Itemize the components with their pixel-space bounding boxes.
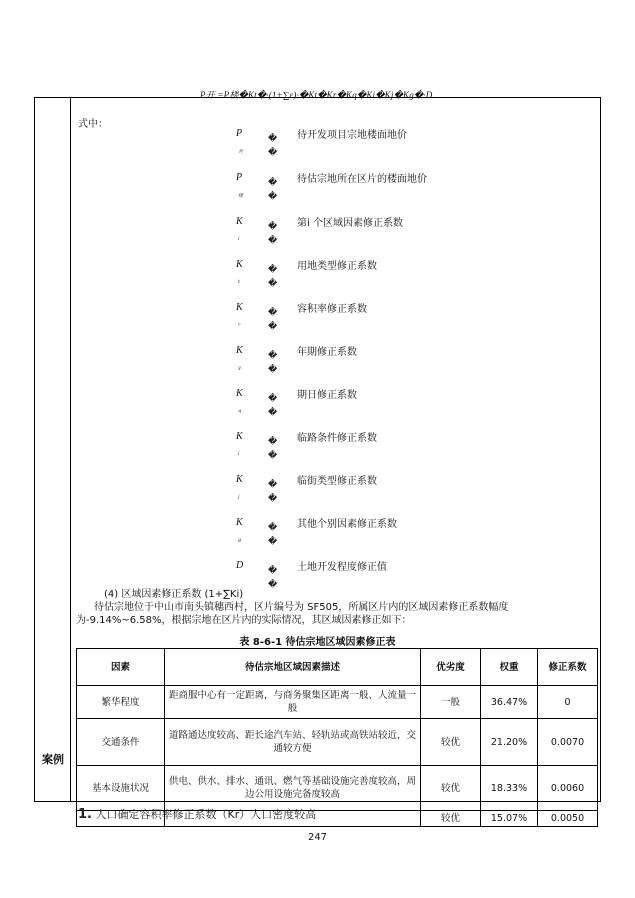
table-header-row — [77, 649, 598, 686]
coefficient-cell: 0.0070 — [538, 719, 598, 766]
glyph-mark: � — [268, 178, 278, 188]
variable-row — [0, 474, 635, 514]
variable-symbol: K — [236, 474, 243, 485]
coefficient-cell: 0 — [538, 686, 598, 719]
grade-cell: 较优 — [421, 766, 481, 811]
variable-symbol: K — [236, 431, 243, 442]
case-side-label: 案例 — [42, 753, 64, 766]
header-cell: 待估宗地区域因素描述 — [165, 649, 421, 686]
glyph-mark: � — [268, 308, 278, 318]
variable-row — [0, 345, 635, 385]
variable-description: 用地类型修正系数 — [297, 261, 377, 272]
replacement-glyph — [268, 478, 277, 506]
variable-row — [0, 259, 635, 299]
replacement-glyph — [268, 564, 277, 592]
glyph-mark: � — [268, 580, 278, 590]
glyph-mark: � — [268, 351, 278, 361]
page-number: 247 — [307, 832, 328, 843]
variable-symbol: K — [236, 302, 243, 313]
variable-subscript: q — [238, 408, 242, 414]
variable-subscript: 楼 — [238, 193, 244, 199]
glyph-mark: � — [268, 566, 278, 576]
replacement-glyph — [268, 521, 277, 549]
variable-subscript: j — [238, 494, 240, 500]
variable-subscript: t — [238, 279, 241, 285]
weight-cell: 18.33% — [481, 766, 538, 811]
weight-cell: 36.47% — [481, 686, 538, 719]
glyph-mark: � — [268, 279, 278, 289]
glyph-mark: � — [268, 365, 278, 375]
glyph-mark: � — [268, 394, 278, 404]
variable-subscript: i — [238, 236, 240, 242]
variable-symbol: K — [236, 517, 243, 528]
glyph-mark: � — [268, 134, 278, 144]
variable-row — [0, 388, 635, 428]
variable-row — [0, 128, 635, 168]
variable-row — [0, 216, 635, 256]
glyph-mark: � — [268, 494, 278, 504]
table-title: 表 8-6-1 待估宗地区域因素修正表 — [239, 637, 396, 648]
variable-description: 第i 个区域因素修正系数 — [297, 218, 403, 229]
glyph-mark: � — [268, 222, 278, 232]
weight-cell: 15.07% — [481, 811, 538, 827]
variable-subscript: g — [238, 537, 242, 543]
variable-description: 待估宗地所在区片的楼面地价 — [297, 174, 427, 185]
variable-symbol: K — [236, 345, 243, 356]
table-row — [77, 766, 598, 811]
variable-description: 期日修正系数 — [297, 390, 357, 401]
glyph-mark: � — [268, 322, 278, 332]
variable-subscript: 开 — [238, 149, 244, 155]
glyph-mark: � — [268, 437, 278, 447]
replacement-glyph — [268, 435, 277, 463]
variable-subscript: y — [238, 365, 241, 371]
variable-symbol: P — [236, 172, 243, 183]
glyph-mark: � — [268, 537, 278, 547]
coefficient-cell: 0.0050 — [538, 811, 598, 827]
variable-row — [0, 560, 635, 600]
replacement-glyph — [268, 349, 277, 377]
variable-description: 待开发项目宗地楼面地价 — [297, 130, 407, 141]
header-cell: 权重 — [481, 649, 538, 686]
variable-row — [0, 431, 635, 471]
grade-cell: 一般 — [421, 686, 481, 719]
overlapping-text-line — [78, 806, 316, 822]
description-cell: 供电、供水、排水、通讯、燃气等基础设施完善度较高，周边公用设施完备度较高 — [165, 766, 421, 811]
variable-description: 其他个别因素修正系数 — [297, 519, 397, 530]
weight-cell: 21.20% — [481, 719, 538, 766]
variable-description: 临街类型修正系数 — [297, 476, 377, 487]
header-cell: 优劣度 — [421, 649, 481, 686]
replacement-glyph — [268, 263, 277, 291]
replacement-glyph — [268, 132, 277, 160]
variable-symbol: K — [236, 216, 243, 227]
glyph-mark: � — [268, 451, 278, 461]
formula: P开 =P楼�Kt�·(1+∑ε)·�Kt�Kr�Kq�Ki�Kj�Kg�·D — [200, 90, 433, 100]
factor-cell: 繁华程度 — [77, 686, 165, 719]
variable-description: 容积率修正系数 — [297, 304, 367, 315]
glyph-mark: � — [268, 265, 278, 275]
glyph-mark: � — [268, 480, 278, 490]
glyph-mark: � — [268, 408, 278, 418]
variable-symbol: K — [236, 388, 243, 399]
intro-label: 式中： — [78, 119, 108, 130]
variable-row — [0, 302, 635, 342]
description-paragraph: 待估宗地位于中山市南头镇穗西村，区片编号为 SF505，所属区片内的区域因素修正系数幅度为-9.14%~6.58%，根据宗地在区片内的实际情况，其区域因素修正如下： — [76, 602, 509, 626]
variable-symbol: K — [236, 259, 243, 270]
variable-subscript: i — [238, 451, 240, 457]
grade-cell: 较优 — [421, 811, 481, 827]
overlapping-text: 人口确定容积率修正系数（Kr）人口密度较高 — [95, 808, 317, 821]
variable-subscript: r — [238, 322, 241, 328]
replacement-glyph — [268, 220, 277, 248]
table-row — [77, 719, 598, 766]
header-cell: 修正系数 — [538, 649, 598, 686]
table-row — [77, 686, 598, 719]
replacement-glyph — [268, 392, 277, 420]
replacement-glyph — [268, 176, 277, 204]
glyph-mark: � — [268, 192, 278, 202]
factor-cell: 基本设施状况 — [77, 766, 165, 811]
replacement-glyph — [268, 306, 277, 334]
variable-row — [0, 172, 635, 212]
header-cell: 因素 — [77, 649, 165, 686]
variable-description: 临路条件修正系数 — [297, 433, 377, 444]
description-cell: 距商服中心有一定距离，与商务聚集区距离一般、人流量一般 — [165, 686, 421, 719]
glyph-mark: � — [268, 523, 278, 533]
glyph-mark: � — [268, 148, 278, 158]
grade-cell: 较优 — [421, 719, 481, 766]
variable-description: 年期修正系数 — [297, 347, 357, 358]
factor-cell: 交通条件 — [77, 719, 165, 766]
section-heading: (4) 区域因素修正系数 (1+∑Ki) — [104, 589, 244, 600]
variable-symbol: D — [236, 560, 244, 571]
variable-symbol: P — [236, 128, 243, 139]
description-cell: 道路通达度较高、距长途汽车站、轻轨站或高铁站较近，交通较方便 — [165, 719, 421, 766]
glyph-mark: � — [268, 236, 278, 246]
variable-description: 土地开发程度修正值 — [297, 562, 387, 573]
coefficient-cell: 0.0060 — [538, 766, 598, 811]
list-number: 1. — [78, 807, 92, 822]
variable-row — [0, 517, 635, 557]
regional-factor-table — [76, 648, 598, 827]
